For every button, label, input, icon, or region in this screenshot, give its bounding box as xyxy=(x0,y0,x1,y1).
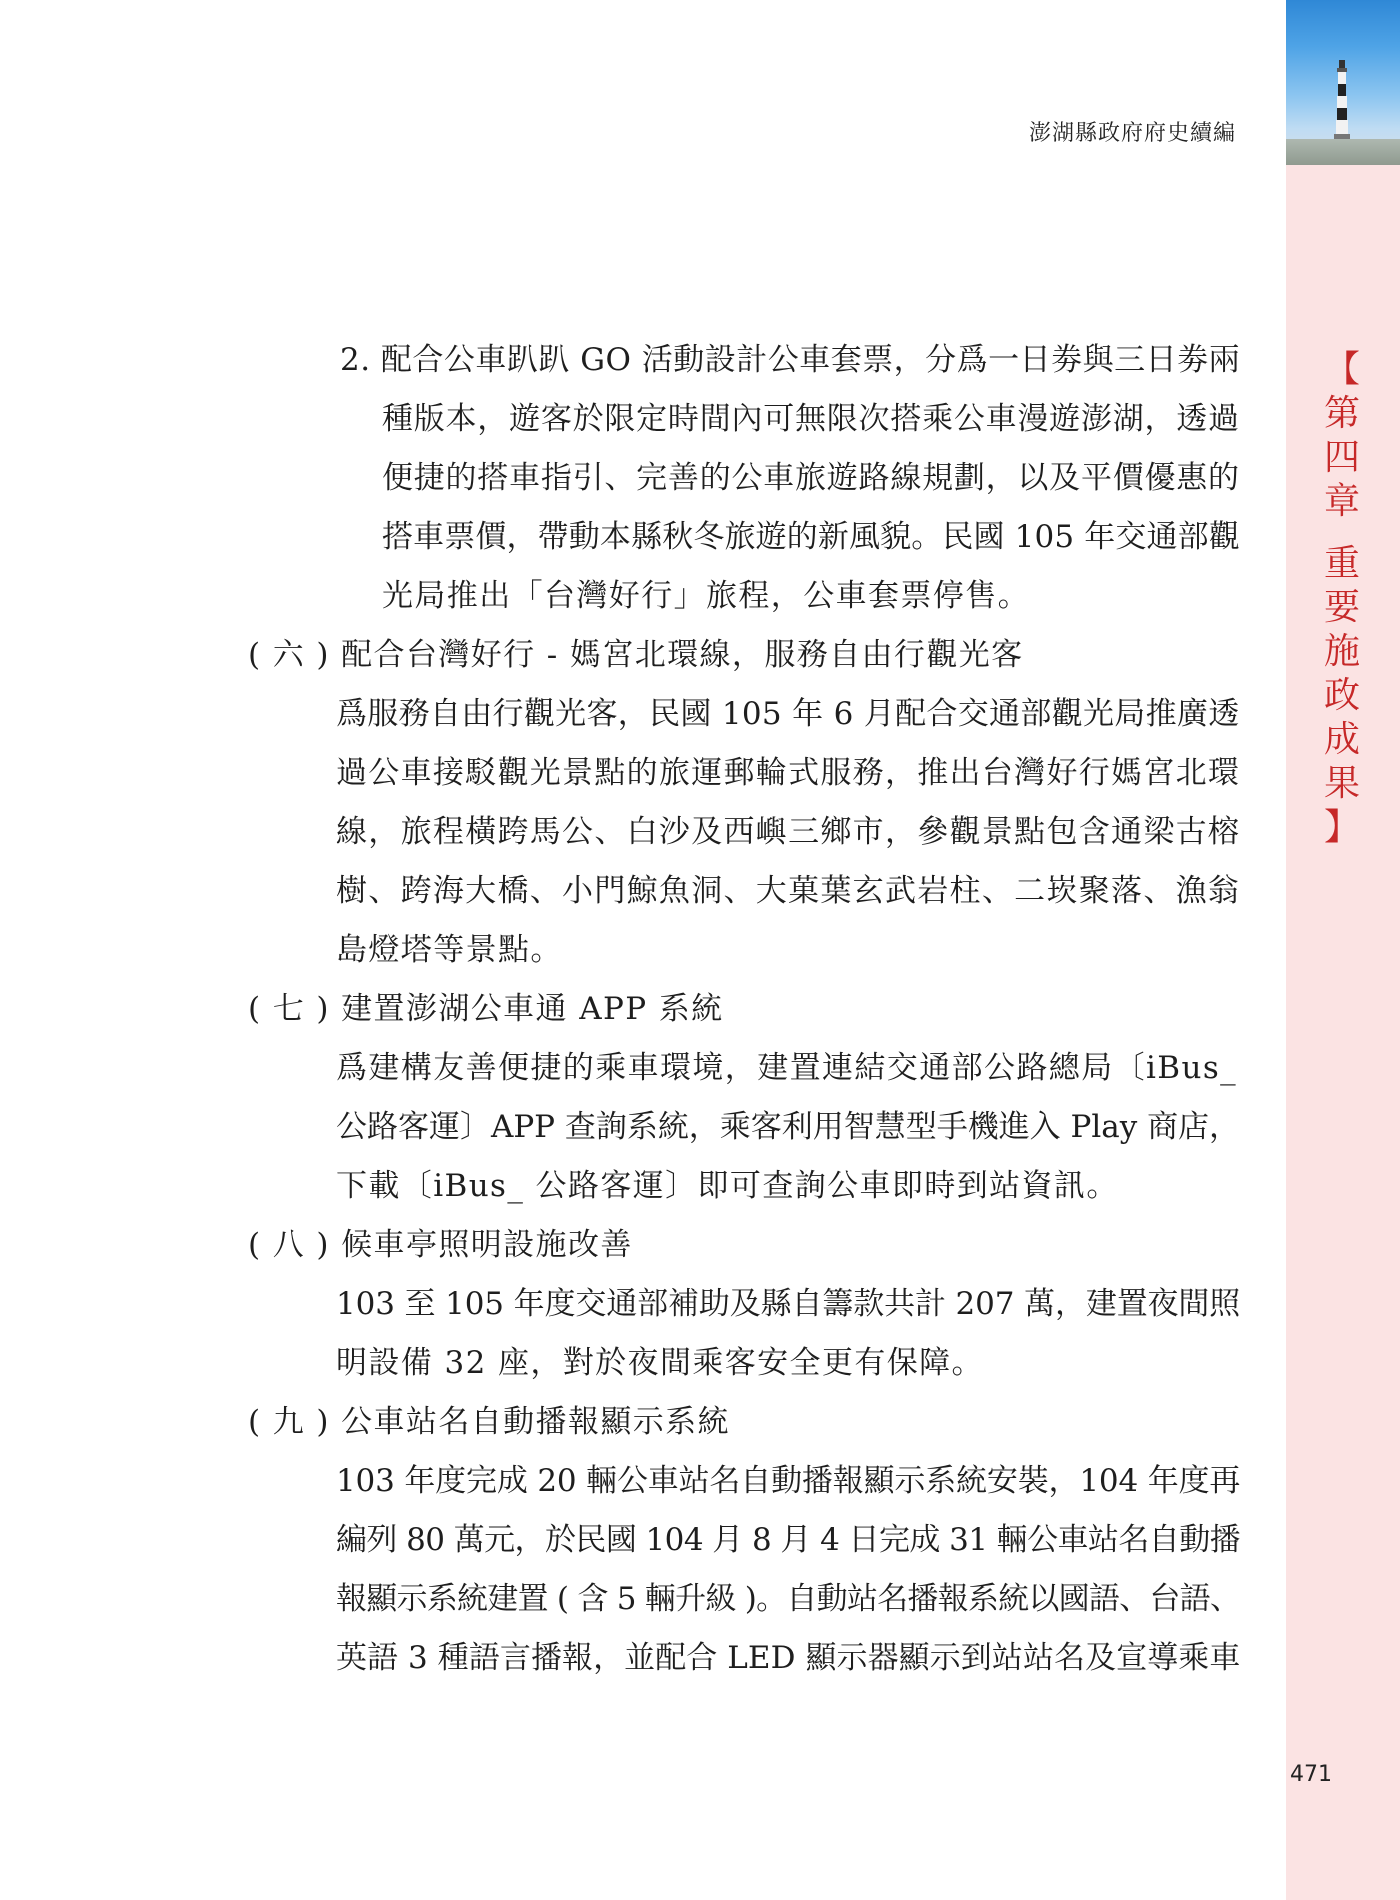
paragraph-line: 下載〔iBus_ 公路客運〕即可查詢公車即時到站資訊。 xyxy=(336,1168,1119,1204)
chapter-char: 四 xyxy=(1323,437,1360,478)
list-item-line: 2. 配合公車趴趴 GO 活動設計公車套票，分爲一日劵與三日劵兩 xyxy=(340,342,1241,378)
paragraph-line: 便捷的搭車指引、完善的公車旅遊路線規劃，以及平價優惠的 xyxy=(382,460,1240,496)
paragraph-line: 103 年度完成 20 輛公車站名自動播報顯示系統安裝，104 年度再 xyxy=(336,1463,1241,1499)
chapter-char: 成 xyxy=(1323,719,1360,760)
section-heading: ( 八 ) 候車亭照明設施改善 xyxy=(248,1227,633,1263)
paragraph-line: 線，旅程橫跨馬公、白沙及西嶼三鄉市，參觀景點包含通梁古榕 xyxy=(336,814,1241,850)
paragraph-line: 明設備 32 座，對於夜間乘客安全更有保障。 xyxy=(336,1345,984,1381)
lighthouse-icon xyxy=(1332,60,1352,142)
section-heading: ( 六 ) 配合台灣好行 - 媽宮北環線，服務自由行觀光客 xyxy=(248,637,1024,673)
paragraph-line: 公路客運〕APP 查詢系統，乘客利用智慧型手機進入 Play 商店， xyxy=(336,1109,1241,1145)
chapter-char: 政 xyxy=(1323,675,1360,716)
paragraph-line: 爲服務自由行觀光客，民國 105 年 6 月配合交通部觀光局推廣透 xyxy=(336,696,1240,732)
chapter-label xyxy=(1310,348,1374,850)
section-heading: ( 七 ) 建置澎湖公車通 APP 系統 xyxy=(248,991,724,1027)
paragraph-line: 搭車票價，帶動本縣秋冬旅遊的新風貌。民國 105 年交通部觀 xyxy=(382,519,1240,555)
chapter-char: 果 xyxy=(1323,763,1360,804)
chapter-char: 施 xyxy=(1323,631,1360,672)
paragraph-line: 過公車接駁觀光景點的旅運郵輪式服務，推出台灣好行媽宮北環 xyxy=(336,755,1241,791)
chapter-char: 】 xyxy=(1323,807,1360,848)
paragraph-line: 編列 80 萬元，於民國 104 月 8 月 4 日完成 31 輛公車站名自動播 xyxy=(336,1522,1241,1558)
paragraph-line: 報顯示系統建置 ( 含 5 輛升級 )。自動站名播報系統以國語、台語、 xyxy=(336,1581,1241,1617)
paragraph-line: 島燈塔等景點。 xyxy=(336,932,563,968)
paragraph-line: 樹、跨海大橋、小門鯨魚洞、大菓葉玄武岩柱、二崁聚落、漁翁 xyxy=(336,873,1241,909)
lighthouse-photo xyxy=(1286,0,1400,165)
shore-strip xyxy=(1286,139,1400,165)
section-heading: ( 九 ) 公車站名自動播報顯示系統 xyxy=(248,1404,730,1440)
chapter-char: 【 xyxy=(1323,349,1360,390)
paragraph-line: 光局推出「台灣好行」旅程，公車套票停售。 xyxy=(382,578,1030,614)
chapter-sidebar xyxy=(1286,0,1400,1900)
chapter-char: 第 xyxy=(1323,393,1360,434)
paragraph-line: 103 至 105 年度交通部補助及縣自籌款共計 207 萬，建置夜間照 xyxy=(336,1286,1241,1322)
paragraph-line: 種版本，遊客於限定時間內可無限次搭乘公車漫遊澎湖，透過 xyxy=(382,401,1240,437)
running-title: 澎湖縣政府府史續編 xyxy=(1028,121,1236,146)
chapter-char: 章 xyxy=(1323,481,1360,522)
chapter-gap xyxy=(1310,524,1374,542)
chapter-char: 重 xyxy=(1323,543,1360,584)
page-number: 471 xyxy=(1290,1762,1332,1787)
paragraph-line: 爲建構友善便捷的乘車環境，建置連結交通部公路總局〔iBus_ xyxy=(336,1050,1238,1086)
paragraph-line: 英語 3 種語言播報，並配合 LED 顯示器顯示到站站名及宣導乘車 xyxy=(336,1640,1241,1676)
chapter-char: 要 xyxy=(1323,587,1360,628)
